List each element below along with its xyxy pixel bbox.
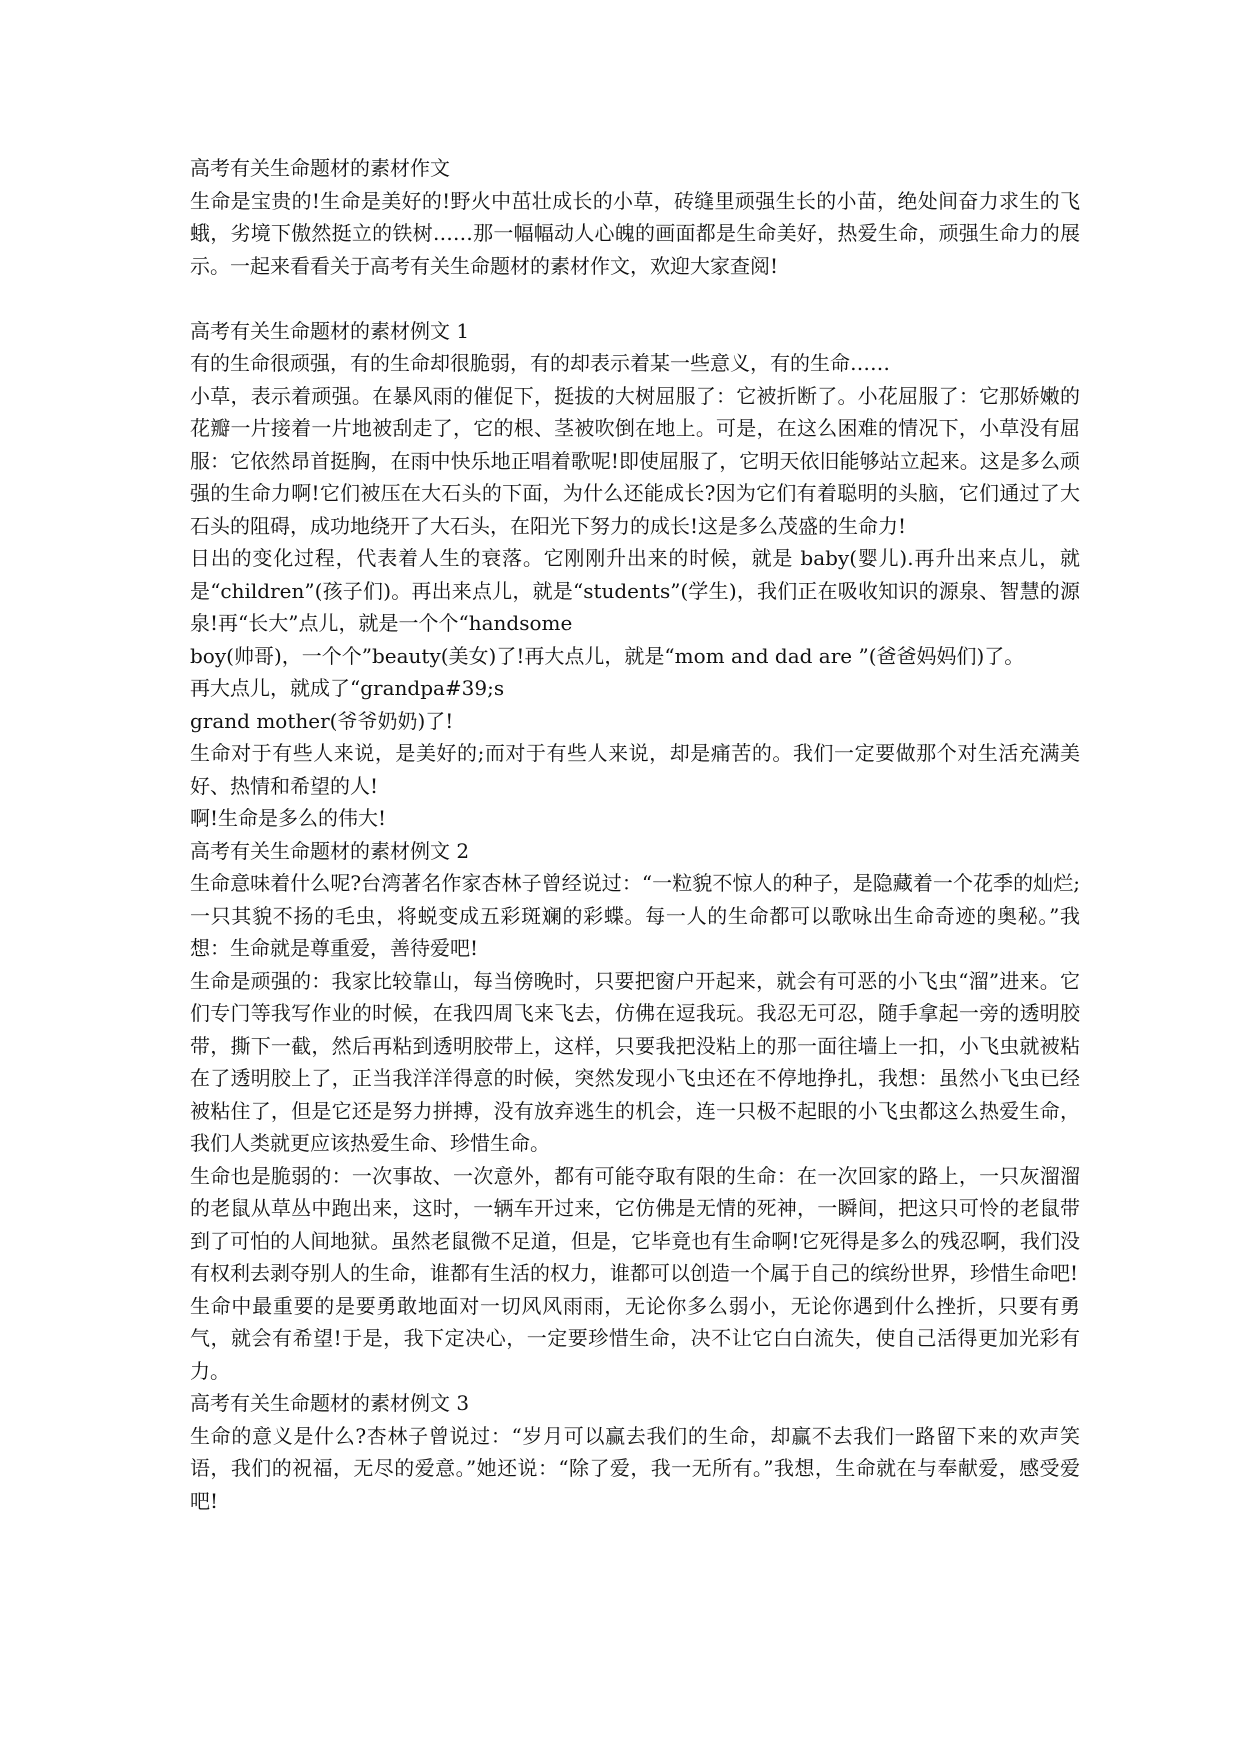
essay-2-heading: 高考有关生命题材的素材例文 2	[190, 838, 470, 863]
essay-1-paragraph: 有的生命很顽强，有的生命却很脆弱，有的却表示着某一些意义，有的生命……	[190, 351, 890, 375]
document-body	[190, 152, 1080, 1517]
essay-2-paragraph: 生命意味着什么呢?台湾著名作家杏林子曾经说过：“一粒貌不惊人的种子，是隐藏着一个花季的灿烂;一只其貌不扬的毛虫，将蜕变成五彩斑斓的彩蝶。每一人的生命都可以歌咏出生命奇迹的奥秘。”我想：生命就是尊重爱，善待爱吧!	[190, 871, 1080, 960]
essay-1-heading: 高考有关生命题材的素材例文 1	[190, 318, 470, 343]
essay-2-paragraph: 生命也是脆弱的：一次事故、一次意外，都有可能夺取有限的生命：在一次回家的路上，一只灰溜溜的老鼠从草丛中跑出来，这时，一辆车开过来，它仿佛是无情的死神，一瞬间，把这只可怜的老鼠带到了可怕的人间地狱。虽然老鼠微不足道，但是，它毕竟也有生命啊!它死得是多么的残忍啊，我们没有权利去剥夺别人的生命，谁都有生活的权力，谁都可以创造一个属于自己的缤纷世界，珍惜生命吧!	[190, 1163, 1080, 1285]
intro-paragraph: 生命是宝贵的!生命是美好的!野火中茁壮成长的小草，砖缝里顽强生长的小苗，绝处间奋力求生的飞蛾，劣境下傲然挺立的铁树……那一幅幅动人心魄的画面都是生命美好，热爱生命，顽强生命力的展示。一起来看看关于高考有关生命题材的素材作文，欢迎大家查阅!	[190, 188, 1080, 278]
essay-1-paragraph: 生命对于有些人来说，是美好的;而对于有些人来说，却是痛苦的。我们一定要做那个对生活充满美好、热情和希望的人!	[190, 741, 1080, 798]
essay-2-paragraph: 生命中最重要的是要勇敢地面对一切风风雨雨，无论你多么弱小，无论你遇到什么挫折，只要有勇气，就会有希望!于是，我下定决心，一定要珍惜生命，决不让它白白流失，使自己活得更加光彩有力。	[190, 1293, 1080, 1383]
essay-1-paragraph: 再大点儿，就成了“grandpa#39;s	[190, 676, 505, 700]
essay-1-paragraph: 啊!生命是多么的伟大!	[190, 806, 387, 830]
essay-1-paragraph: 小草，表示着顽强。在暴风雨的催促下，挺拔的大树屈服了：它被折断了。小花屈服了：它那娇嫩的花瓣一片接着一片地被刮走了，它的根、茎被吹倒在地上。可是，在这么困难的情况下，小草没有屈服：它依然昂首挺胸，在雨中快乐地正唱着歌呢!即使屈服了，它明天依旧能够站立起来。这是多么顽强的生命力啊!它们被压在大石头的下面，为什么还能成长?因为它们有着聪明的头脑，它们通过了大石头的阻碍，成功地绕开了大石头，在阳光下努力的成长!这是多么茂盛的生命力!	[190, 383, 1080, 538]
essay-1-paragraph: 日出的变化过程，代表着人生的衰落。它刚刚升出来的时候，就是 baby(婴儿).再升出来点儿，就是“children”(孩子们)。再出来点儿，就是“students”(学生)，我们正在吸收知识的源泉、智慧的源泉!再“长大”点儿，就是一个个“handsome	[190, 546, 1080, 635]
essay-1-paragraph: grand mother(爷爷奶奶)了!	[190, 708, 454, 733]
essay-2-paragraph: 生命是顽强的：我家比较靠山，每当傍晚时，只要把窗户开起来，就会有可恶的小飞虫“溜”进来。它们专门等我写作业的时候，在我四周飞来飞去，仿佛在逗我玩。我忍无可忍，随手拿起一旁的透明胶带，撕下一截，然后再粘到透明胶带上，这样，只要我把没粘上的那一面往墙上一扣，小飞虫就被粘在了透明胶上了，正当我洋洋得意的时候，突然发现小飞虫还在不停地挣扎，我想：虽然小飞虫已经被粘住了，但是它还是努力拼搏，没有放弃逃生的机会，连一只极不起眼的小飞虫都这么热爱生命，我们人类就更应该热爱生命、珍惜生命。	[190, 968, 1080, 1155]
essay-3-paragraph: 生命的意义是什么?杏林子曾说过：“岁月可以赢去我们的生命，却赢不去我们一路留下来的欢声笑语，我们的祝福，无尽的爱意。”她还说：“除了爱，我一无所有。”我想，生命就在与奉献爱，感受爱吧!	[190, 1423, 1080, 1513]
document-title: 高考有关生命题材的素材作文	[190, 156, 450, 180]
essay-3-heading: 高考有关生命题材的素材例文 3	[190, 1391, 470, 1415]
blank-line	[190, 282, 1080, 315]
essay-1-paragraph: boy(帅哥)，一个个”beauty(美女)了!再大点儿，就是“mom and dad are ”(爸爸妈妈们)了。	[190, 643, 1025, 668]
